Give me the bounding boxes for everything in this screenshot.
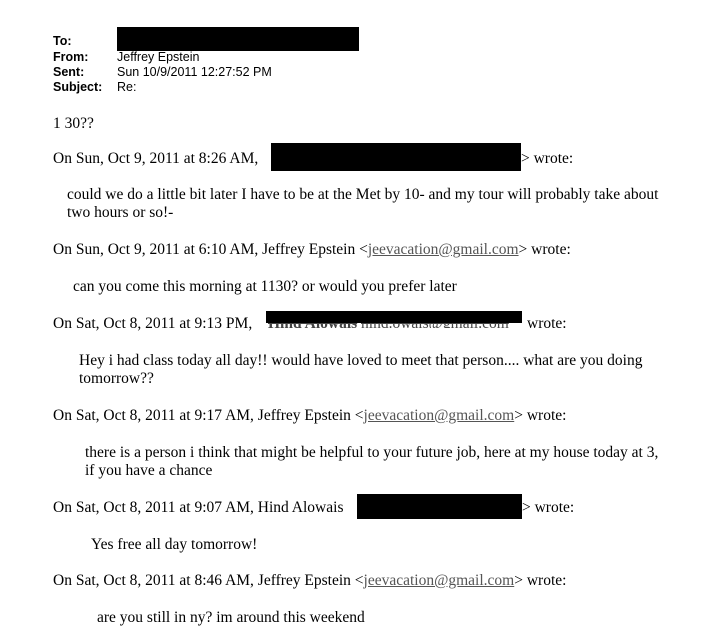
attribution-5-redaction xyxy=(357,494,522,519)
attribution-4-suffix: > wrote: xyxy=(514,407,567,424)
attribution-3-suffix: wrote: xyxy=(527,315,567,332)
from-label: From: xyxy=(53,50,89,64)
message-3-body: Hey i had class today all day!! would have loved to meet that person.... what are you doing tomorrow?? xyxy=(79,352,643,387)
attribution-5-prefix: On Sat, Oct 8, 2011 at 9:07 AM, Hind Alowais xyxy=(53,499,344,516)
to-label: To: xyxy=(53,34,72,48)
message-2-body: can you come this morning at 1130? or would you prefer later xyxy=(73,278,457,295)
attribution-6-prefix: On Sat, Oct 8, 2011 at 8:46 AM, Jeffrey Epstein < xyxy=(53,572,364,589)
to-redaction xyxy=(117,27,359,51)
attribution-6 xyxy=(53,572,566,590)
reply-text: 1 30?? xyxy=(53,115,94,132)
attribution-4-prefix: On Sat, Oct 8, 2011 at 9:17 AM, Jeffrey Epstein < xyxy=(53,407,364,424)
message-6-body: are you still in ny? im around this weekend xyxy=(97,609,365,626)
message-1-body: could we do a little bit later I have to be at the Met by 10- and my tour will probably take about two hours or so!- xyxy=(67,186,659,221)
attribution-5-suffix: > wrote: xyxy=(522,499,575,516)
attribution-2 xyxy=(53,241,571,259)
from-value: Jeffrey Epstein xyxy=(117,50,200,64)
email-link-6[interactable]: jeevacation@gmail.com xyxy=(363,572,515,589)
attribution-3-prefix: On Sat, Oct 8, 2011 at 9:13 PM, xyxy=(53,315,253,332)
message-4-body: there is a person i think that might be helpful to your future job, here at my house today at 3, if you have a chance xyxy=(85,444,659,479)
message-5-body: Yes free all day tomorrow! xyxy=(91,536,258,553)
attribution-1-suffix: > wrote: xyxy=(521,150,574,167)
attribution-2-prefix: On Sun, Oct 9, 2011 at 6:10 AM, Jeffrey Epstein < xyxy=(53,241,368,258)
attribution-6-suffix: > wrote: xyxy=(514,572,567,589)
subject-value: Re: xyxy=(117,80,137,94)
attribution-3-redaction xyxy=(266,311,522,323)
attribution-2-suffix: > wrote: xyxy=(518,241,571,258)
sent-label: Sent: xyxy=(53,65,85,79)
subject-label: Subject: xyxy=(53,80,103,94)
attribution-4 xyxy=(53,407,566,425)
sent-value: Sun 10/9/2011 12:27:52 PM xyxy=(117,65,272,79)
attribution-1-redaction xyxy=(271,143,521,171)
attribution-1-prefix: On Sun, Oct 9, 2011 at 8:26 AM, xyxy=(53,150,259,167)
email-link-2[interactable]: jeevacation@gmail.com xyxy=(367,241,519,258)
email-link-4[interactable]: jeevacation@gmail.com xyxy=(363,407,515,424)
